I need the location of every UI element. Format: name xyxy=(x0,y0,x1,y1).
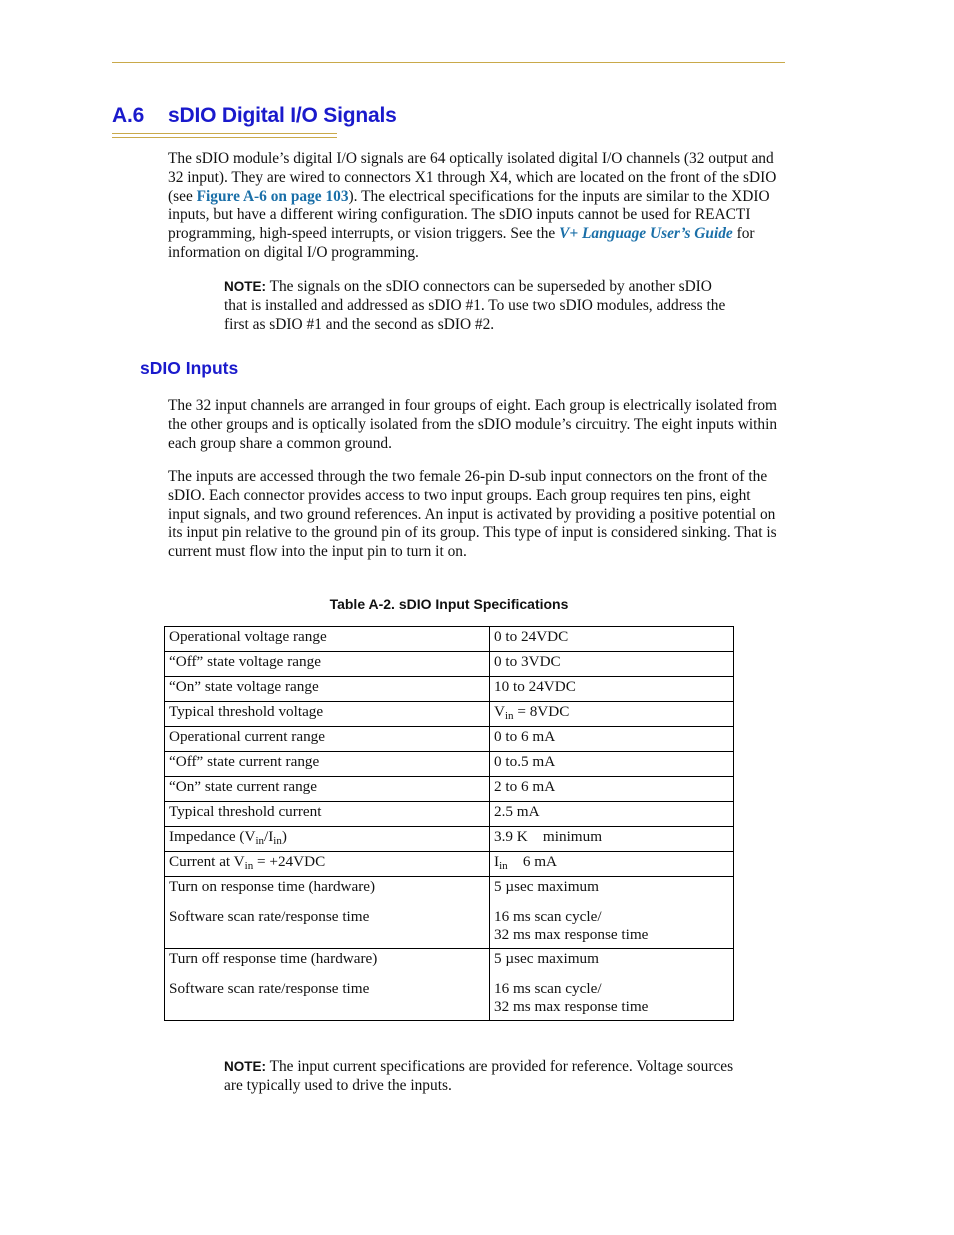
value-cell: 10 to 24VDC xyxy=(490,677,734,702)
table-row xyxy=(165,752,734,777)
value-text: 5 µsec maximum xyxy=(494,878,599,895)
intro-paragraph xyxy=(168,150,784,263)
table-row xyxy=(165,627,734,652)
subscript: in xyxy=(273,835,282,847)
table-row xyxy=(165,652,734,677)
value-cell: 0 to.5 mA xyxy=(490,752,734,777)
value-cell xyxy=(490,702,734,727)
section-title xyxy=(112,104,397,128)
param-text: Turn off response time (hardware) xyxy=(169,950,378,967)
value-text: 16 ms scan cycle/ xyxy=(494,980,602,997)
param-text: /I xyxy=(264,828,274,845)
param-cell xyxy=(165,949,490,1021)
guide-link[interactable]: V+ Language User’s Guide xyxy=(559,225,733,243)
table-row xyxy=(165,949,734,1021)
value-text: 32 ms max response time xyxy=(494,926,649,943)
param-cell: “Off” state current range xyxy=(165,752,490,777)
inputs-paragraph-1: The 32 input channels are arranged in four groups of eight. Each group is electrically isolated from the other groups and is optically isolated from the sDIO module’s circuitry. The eight inputs within each group share a common ground. xyxy=(168,397,778,452)
input-spec-table xyxy=(164,626,734,1021)
value-cell: 0 to 6 mA xyxy=(490,727,734,752)
table-row xyxy=(165,802,734,827)
intro-text-1: The sDIO module’s digital I/O signals are 64 optically isolated digital I/O channels (32 output and 32 input). They are wired to connectors X1 through X4, which are located on the front of the sDIO (see xyxy=(168,150,777,205)
param-text: Software scan rate/response time xyxy=(169,908,370,925)
value-text: 32 ms max response time xyxy=(494,998,649,1015)
figure-link[interactable]: Figure A-6 on page 103 xyxy=(196,187,349,205)
param-cell xyxy=(165,852,490,877)
subscript: in xyxy=(499,860,508,872)
note-text: The input current specifications are provided for reference. Voltage sources are typically used to drive the inputs. xyxy=(224,1058,734,1094)
value-text: V xyxy=(494,703,505,720)
value-text: I xyxy=(494,853,500,870)
value-cell: 0 to 3VDC xyxy=(490,652,734,677)
param-cell: Typical threshold current xyxy=(165,802,490,827)
param-text: Software scan rate/response time xyxy=(169,980,370,997)
table-row xyxy=(165,677,734,702)
param-cell: Typical threshold voltage xyxy=(165,702,490,727)
section-number: A.6 xyxy=(112,104,145,127)
param-cell: “On” state voltage range xyxy=(165,677,490,702)
value-text: 5 µsec maximum xyxy=(494,950,599,967)
param-text: ) xyxy=(281,828,287,845)
intro-text-3: for information on digital I/O programming. xyxy=(168,225,755,261)
note-connectors xyxy=(224,278,734,334)
param-cell xyxy=(165,877,490,949)
value-cell xyxy=(490,877,734,949)
table-row xyxy=(165,877,734,949)
param-cell: “On” state current range xyxy=(165,777,490,802)
subscript: in xyxy=(504,710,514,722)
value-cell: 2 to 6 mA xyxy=(490,777,734,802)
note-label: NOTE: xyxy=(224,279,266,294)
table-row xyxy=(165,827,734,852)
value-text: 16 ms scan cycle/ xyxy=(494,908,602,925)
value-text: 6 mA xyxy=(507,853,557,870)
table-row xyxy=(165,702,734,727)
header-rule xyxy=(112,62,785,63)
value-cell xyxy=(490,852,734,877)
param-text: = +24VDC xyxy=(253,853,326,870)
param-text: Impedance (V xyxy=(169,828,256,845)
param-text: Current at V xyxy=(169,853,245,870)
value-cell xyxy=(490,949,734,1021)
param-cell xyxy=(165,827,490,852)
param-text: Turn on response time (hardware) xyxy=(169,878,376,895)
table-row xyxy=(165,852,734,877)
note-current-specs xyxy=(224,1058,734,1096)
title-underline-second xyxy=(112,137,337,138)
section-title-text: sDIO Digital I/O Signals xyxy=(168,104,397,127)
title-underline xyxy=(112,133,337,134)
value-cell: 3.9 K minimum xyxy=(490,827,734,852)
value-cell: 0 to 24VDC xyxy=(490,627,734,652)
subscript: in xyxy=(244,860,254,872)
inputs-paragraph-2: The inputs are accessed through the two female 26-pin D-sub input connectors on the front of the sDIO. Each connector provides access to two input groups. Each group requires ten pins, eight input signals, and two ground references. An input is activated by providing a positive potential on its input pin relative to the ground pin of its group. This type of input is considered sinking. That is current must flow into the input pin to turn it on. xyxy=(168,468,777,561)
subsection-title: sDIO Inputs xyxy=(140,358,239,378)
table-caption: Table A-2. sDIO Input Specifications xyxy=(329,596,569,612)
note-text: The signals on the sDIO connectors can be superseded by another sDIO that is installed and addressed as sDIO #1. To use two sDIO modules, address the first as sDIO #1 and the second as sDIO #2. xyxy=(224,278,726,333)
param-cell: “Off” state voltage range xyxy=(165,652,490,677)
note-label: NOTE: xyxy=(224,1059,266,1074)
param-cell: Operational voltage range xyxy=(165,627,490,652)
subscript: in xyxy=(255,835,265,847)
value-cell: 2.5 mA xyxy=(490,802,734,827)
param-cell: Operational current range xyxy=(165,727,490,752)
table-row xyxy=(165,777,734,802)
value-text: = 8VDC xyxy=(513,703,570,720)
intro-text-2: ). The electrical specifications for the inputs are similar to the XDIO inputs, but have a different wiring configuration. The sDIO inputs cannot be used for REACTI programming, high-speed interrupts, or vision triggers. See the xyxy=(168,187,770,243)
table-row xyxy=(165,727,734,752)
